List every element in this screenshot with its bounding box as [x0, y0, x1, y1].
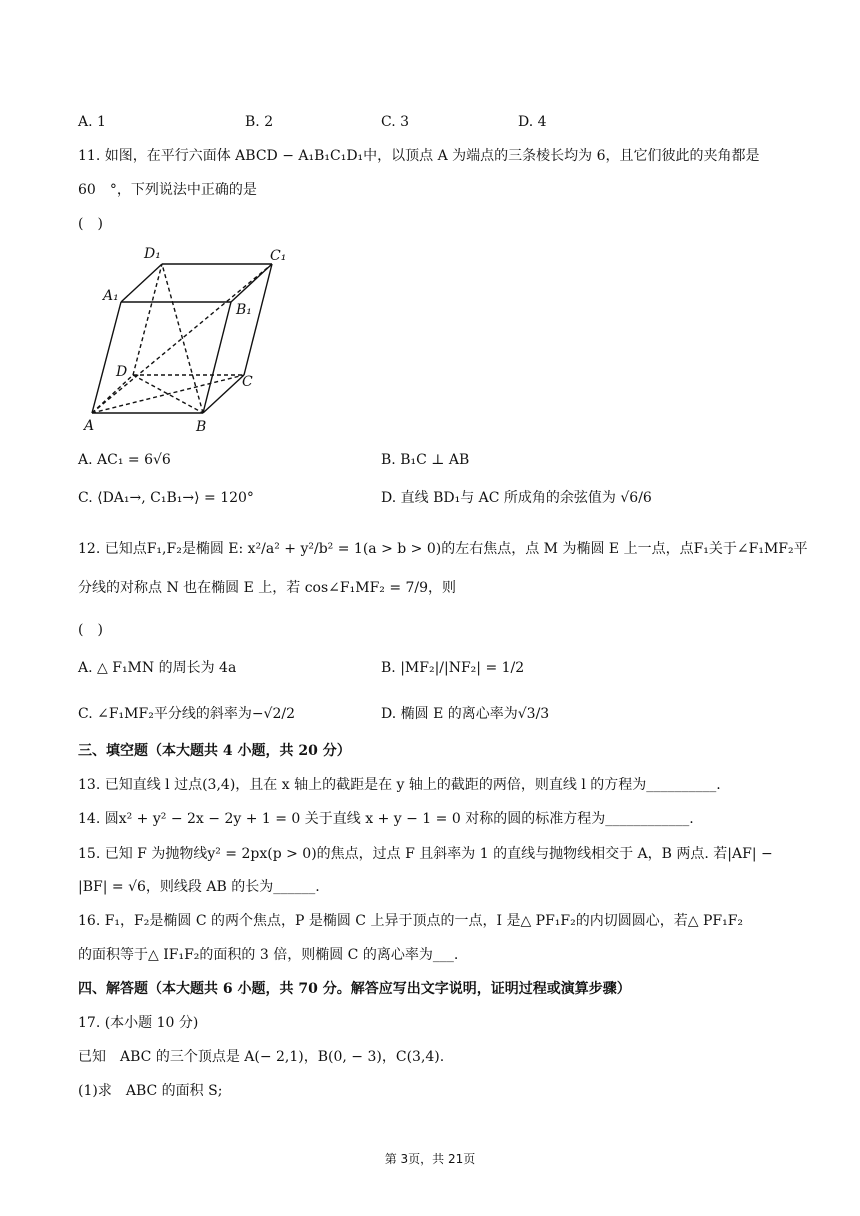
q15-line2: |BF| = √6，则线段 AB 的长为______.: [78, 879, 320, 895]
section-fill-in-heading: 三、填空题（本大题共 4 小题，共 20 分）: [78, 743, 351, 759]
q12-option-b: B. |MF₂|/|NF₂| = 1/2: [381, 660, 525, 676]
label-D: D: [116, 364, 128, 380]
label-C: C: [242, 374, 253, 390]
q11-option-b: B. B₁C ⊥ AB: [381, 452, 470, 468]
q11-answer-paren: ( ): [78, 216, 103, 232]
q11-stem-line1: 11. 如图，在平行六面体 ABCD − A₁B₁C₁D₁中，以顶点 A 为端点的三条棱长均为 6，且它们彼此的夹角都是: [78, 148, 760, 164]
q12-option-d: D. 椭圆 E 的离心率为√3/3: [381, 706, 550, 722]
q15-line1: 15. 已知 F 为抛物线y² = 2px(p > 0)的焦点，过点 F 且斜率为 1 的直线与抛物线相交于 A，B 两点. 若|AF| −: [78, 846, 773, 862]
q12-stem-line2: 分线的对称点 N 也在椭圆 E 上，若 cos∠F₁MF₂ = 7/9，则: [78, 580, 457, 596]
q11-option-d: D. 直线 BD₁与 AC 所成角的余弦值为 √6/6: [381, 490, 652, 506]
q11-stem-line2: 60 °，下列说法中正确的是: [78, 182, 257, 198]
parallelepiped-figure: [78, 238, 308, 440]
page-footer: 第 3页，共 21页: [384, 1152, 476, 1166]
label-B: B: [196, 419, 207, 435]
q11-option-a: A. AC₁ = 6√6: [78, 452, 171, 468]
q10-option-d: D. 4: [518, 114, 547, 130]
label-A1: A₁: [103, 288, 119, 304]
q10-option-b: B. 2: [245, 114, 274, 130]
q17-heading: 17. (本小题 10 分): [78, 1015, 199, 1031]
q17-given: 已知 ABC 的三个顶点是 A(− 2,1)，B(0, − 3)，C(3,4).: [78, 1049, 445, 1065]
label-A: A: [84, 418, 95, 434]
q11-option-c: C. ⟨DA₁→, C₁B₁→⟩ = 120°: [78, 490, 254, 506]
q10-option-c: C. 3: [381, 114, 410, 130]
q10-option-a: A. 1: [78, 114, 106, 130]
q13-text: 13. 已知直线 l 过点(3,4)，且在 x 轴上的截距是在 y 轴上的截距的两倍，则直线 l 的方程为__________.: [78, 777, 721, 793]
q12-option-a: A. △ F₁MN 的周长为 4a: [78, 660, 237, 676]
q12-stem-line1: 12. 已知点F₁,F₂是椭圆 E: x²/a² + y²/b² = 1(a > b > 0)的左右焦点，点 M 为椭圆 E 上一点，点F₁关于∠F₁MF₂平: [78, 541, 808, 557]
section-solution-heading: 四、解答题（本大题共 6 小题，共 70 分。解答应写出文字说明，证明过程或演算步骤）: [78, 981, 631, 997]
q16-line1: 16. F₁，F₂是椭圆 C 的两个焦点，P 是椭圆 C 上异于顶点的一点，I 是△ PF₁F₂的内切圆圆心，若△ PF₁F₂: [78, 913, 744, 929]
label-B1: B₁: [236, 302, 252, 318]
q14-text: 14. 圆x² + y² − 2x − 2y + 1 = 0 关于直线 x + y − 1 = 0 对称的圆的标准方程为____________.: [78, 811, 694, 827]
q17-part1: (1)求 ABC 的面积 S;: [78, 1083, 223, 1099]
label-D1: D₁: [144, 246, 161, 262]
q16-line2: 的面积等于△ IF₁F₂的面积的 3 倍，则椭圆 C 的离心率为___.: [78, 947, 459, 963]
q12-option-c: C. ∠F₁MF₂平分线的斜率为−√2/2: [78, 706, 296, 722]
q12-answer-paren: ( ): [78, 622, 103, 638]
label-C1: C₁: [270, 248, 287, 264]
